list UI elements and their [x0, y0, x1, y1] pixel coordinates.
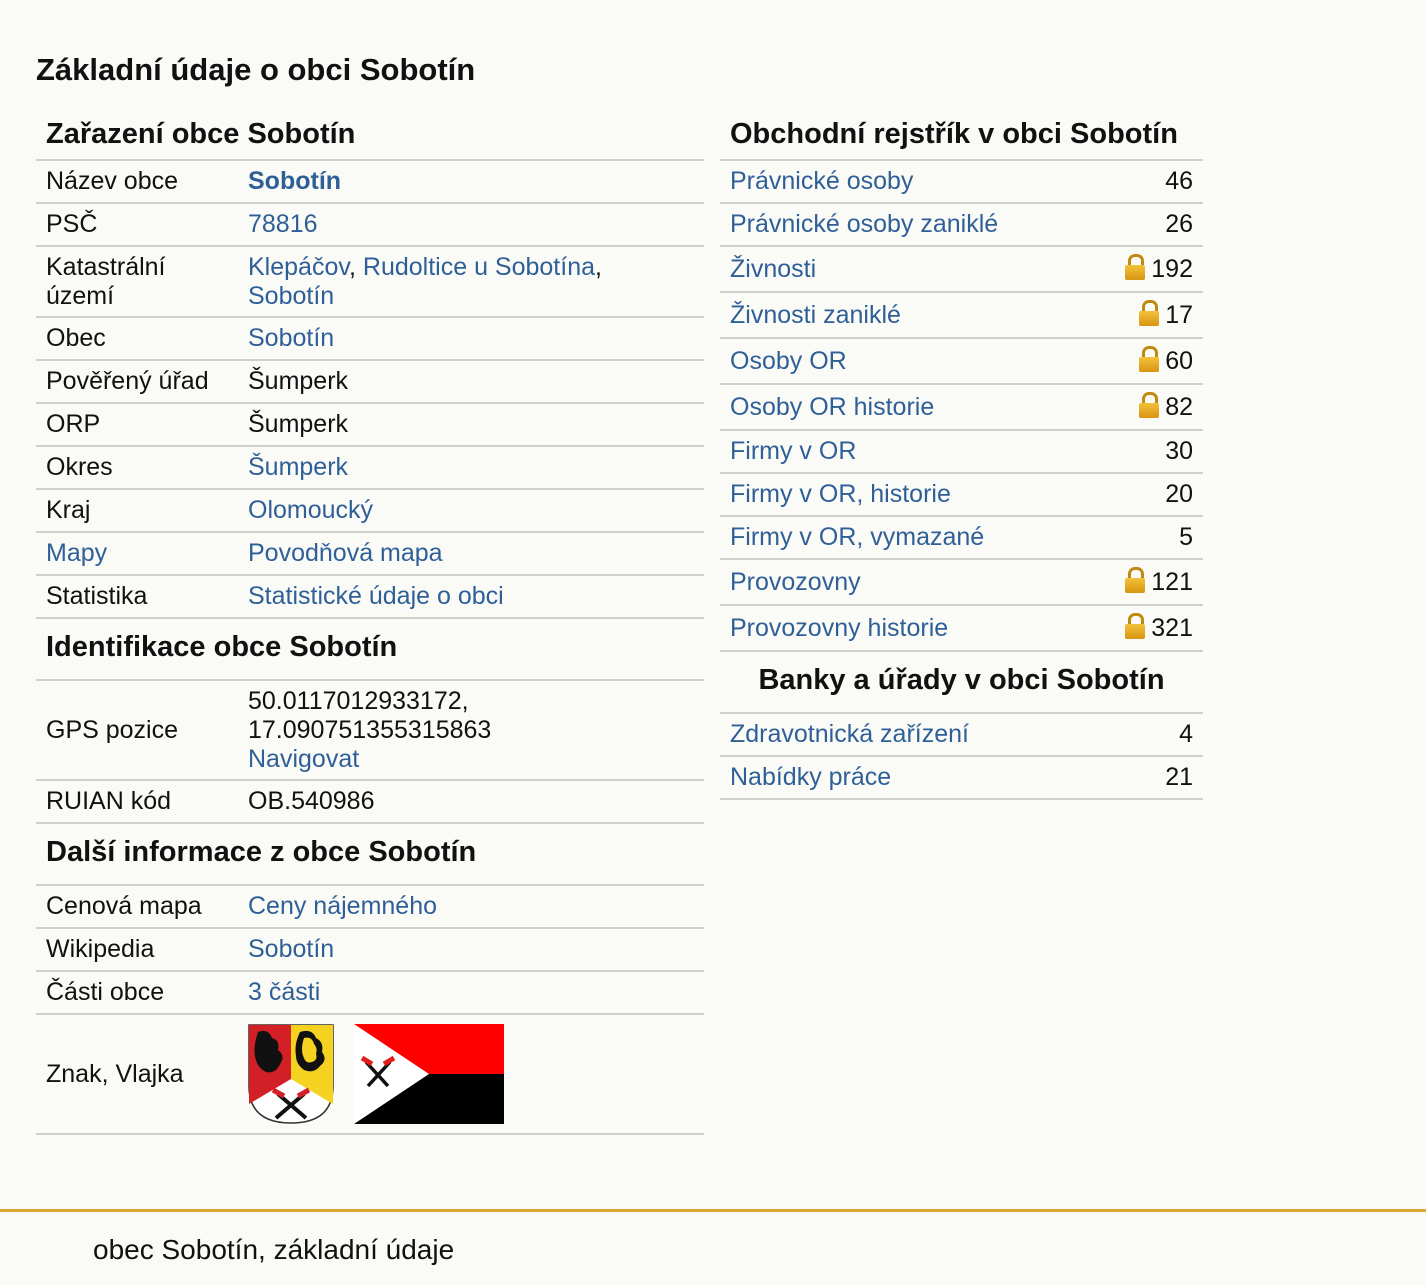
row-count: 321: [1151, 614, 1193, 642]
table-row: [720, 559, 1203, 605]
row-label: Katastrální území: [36, 246, 238, 317]
banky-table: [720, 714, 1203, 800]
table-row: [720, 246, 1203, 292]
table-row: [720, 714, 1203, 756]
table-row: [36, 928, 704, 971]
obec-name-link[interactable]: Sobotín: [248, 167, 342, 195]
table-row: [36, 446, 704, 489]
row-label: Cenová mapa: [36, 886, 238, 928]
rejstrik-heading: Obchodní rejstřík v obci Sobotín: [720, 112, 1203, 161]
row-link[interactable]: Provozovny historie: [730, 613, 949, 642]
row-link[interactable]: Nabídky práce: [730, 763, 892, 791]
row-link[interactable]: Firmy v OR: [730, 437, 857, 465]
row-link[interactable]: Firmy v OR, historie: [730, 480, 951, 508]
row-count: 26: [1165, 210, 1193, 238]
zarazeni-table: [36, 161, 704, 619]
dalsi-table: [36, 886, 704, 1135]
footer: [0, 1209, 1426, 1285]
row-link[interactable]: Živnosti: [730, 254, 817, 283]
row-count: 121: [1151, 568, 1193, 596]
lock-icon: [1139, 300, 1159, 326]
gps-lat: 50.0117012933172,: [248, 686, 469, 715]
row-label: Části obce: [36, 971, 238, 1014]
table-row: [720, 161, 1203, 203]
row-link[interactable]: Osoby OR: [730, 346, 847, 375]
ruian-value: OB.540986: [238, 780, 704, 823]
dalsi-heading: Další informace z obce Sobotín: [36, 824, 704, 886]
identifikace-heading: Identifikace obce Sobotín: [36, 619, 704, 681]
mapy-link[interactable]: Mapy: [46, 539, 108, 567]
lock-icon: [1125, 567, 1145, 593]
katastr-link-klepacov[interactable]: Klepáčov: [248, 252, 349, 281]
coat-of-arms-image[interactable]: [248, 1024, 334, 1124]
table-row: [36, 246, 704, 317]
table-row: [720, 756, 1203, 799]
row-link[interactable]: Zdravotnická zařízení: [730, 720, 969, 748]
navigovat-link[interactable]: Navigovat: [248, 744, 360, 773]
row-value: Šumperk: [238, 360, 704, 403]
row-count: 60: [1165, 347, 1193, 375]
footer-text: obec Sobotín, základní údaje: [93, 1234, 455, 1265]
right-column: [720, 112, 1203, 800]
row-count: 4: [1179, 720, 1193, 748]
row-link[interactable]: Osoby OR historie: [730, 392, 935, 421]
row-value: Šumperk: [238, 403, 704, 446]
obec-link[interactable]: Sobotín: [248, 324, 335, 352]
table-row: [36, 681, 704, 780]
row-count: 5: [1179, 523, 1193, 551]
table-row: [720, 338, 1203, 384]
table-row: [720, 203, 1203, 246]
row-label: Pověřený úřad: [36, 360, 238, 403]
zarazeni-heading: Zařazení obce Sobotín: [36, 112, 704, 161]
row-label: RUIAN kód: [36, 780, 238, 823]
katastr-link-sobotin[interactable]: Sobotín: [248, 281, 335, 310]
left-column: [36, 112, 704, 1135]
table-row: [720, 605, 1203, 651]
table-row: [36, 575, 704, 618]
row-label: Znak, Vlajka: [36, 1014, 238, 1134]
table-row: [36, 403, 704, 446]
row-count: 82: [1165, 393, 1193, 421]
row-link[interactable]: Právnické osoby: [730, 167, 914, 195]
table-row: [36, 971, 704, 1014]
flag-image[interactable]: [354, 1024, 504, 1124]
separator: ,: [349, 252, 363, 281]
povodnova-mapa-link[interactable]: Povodňová mapa: [248, 539, 443, 567]
banky-heading: Banky a úřady v obci Sobotín: [720, 652, 1203, 714]
casti-obce-link[interactable]: 3 části: [248, 978, 321, 1006]
row-link[interactable]: Provozovny: [730, 567, 861, 596]
table-row: [720, 292, 1203, 338]
table-row: [36, 886, 704, 928]
row-link[interactable]: Firmy v OR, vymazané: [730, 523, 985, 551]
lock-icon: [1139, 346, 1159, 372]
row-count: 20: [1165, 480, 1193, 508]
lock-icon: [1125, 254, 1145, 280]
wikipedia-link[interactable]: Sobotín: [248, 935, 335, 963]
table-row: [36, 360, 704, 403]
gps-lon: 17.090751355315863: [248, 715, 492, 744]
separator: ,: [595, 252, 602, 281]
row-label: Obec: [36, 317, 238, 360]
row-label: Statistika: [36, 575, 238, 618]
table-row: [36, 317, 704, 360]
row-count: 21: [1165, 763, 1193, 791]
statistika-link[interactable]: Statistické údaje o obci: [248, 582, 504, 610]
row-label: ORP: [36, 403, 238, 446]
okres-link[interactable]: Šumperk: [248, 453, 349, 481]
table-row: [720, 516, 1203, 559]
table-row: [36, 489, 704, 532]
row-label: Okres: [36, 446, 238, 489]
table-row: [36, 780, 704, 823]
page-title: Základní údaje o obci Sobotín: [36, 52, 476, 87]
table-row: [36, 1014, 704, 1134]
row-label: PSČ: [36, 203, 238, 246]
table-row: [720, 384, 1203, 430]
rejstrik-table: [720, 161, 1203, 652]
row-label: GPS pozice: [36, 681, 238, 780]
row-label: Kraj: [36, 489, 238, 532]
row-count: 30: [1165, 437, 1193, 465]
table-row: [36, 161, 704, 203]
row-count: 192: [1151, 255, 1193, 283]
identifikace-table: [36, 681, 704, 824]
row-link[interactable]: Živnosti zaniklé: [730, 300, 901, 329]
table-row: [720, 430, 1203, 473]
row-link[interactable]: Právnické osoby zaniklé: [730, 210, 999, 238]
kraj-link[interactable]: Olomoucký: [248, 496, 374, 524]
ceny-najemneho-link[interactable]: Ceny nájemného: [248, 892, 438, 920]
row-label: Wikipedia: [36, 928, 238, 971]
row-label: Název obce: [36, 161, 238, 203]
table-row: [36, 203, 704, 246]
katastr-link-rudoltice[interactable]: Rudoltice u Sobotína: [362, 252, 596, 281]
row-count: 46: [1165, 167, 1193, 195]
row-count: 17: [1165, 301, 1193, 329]
lock-icon: [1139, 392, 1159, 418]
psc-link[interactable]: 78816: [248, 210, 318, 238]
lock-icon: [1125, 613, 1145, 639]
table-row: [36, 532, 704, 575]
table-row: [720, 473, 1203, 516]
